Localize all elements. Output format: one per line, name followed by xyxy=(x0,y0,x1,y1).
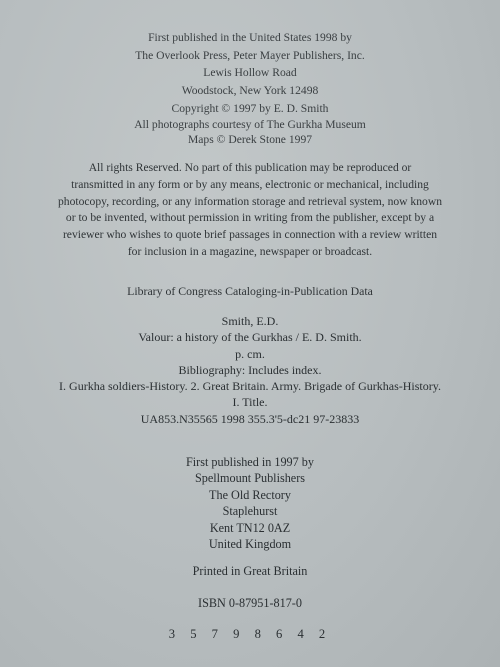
lccip-line: Smith, E.D. xyxy=(221,314,279,328)
rights-reserved-block xyxy=(0,160,500,261)
us-publication-block xyxy=(0,29,500,99)
uk-publication-line: First published in 1997 by xyxy=(186,455,314,469)
us-publication-line: First published in the United States 1998 by xyxy=(148,31,352,44)
uk-publication-line: Spellmount Publishers xyxy=(194,471,306,486)
us-publication-line: The Overlook Press, Peter Mayer Publishers, Inc. xyxy=(135,48,365,62)
rights-line: All rights Reserved. No part of this publication may be reproduced or xyxy=(88,161,412,174)
lccip-line: I. Gurkha soldiers-History. 2. Great Britain. Army. Brigade of Gurkhas-History. xyxy=(59,379,441,394)
copyright-block xyxy=(0,101,500,148)
lccip-line: I. Title. xyxy=(232,395,268,410)
uk-publication-line: The Old Rectory xyxy=(209,487,291,502)
lccip-heading: Library of Congress Cataloging-in-Publication Data xyxy=(127,284,373,298)
uk-publication-line: Staplehurst xyxy=(222,504,278,519)
rights-line: for inclusion in a magazine, newspaper or broadcast. xyxy=(127,244,373,258)
lccip-line: p. cm. xyxy=(235,346,265,361)
copyright-line: All photographs courtesy of The Gurkha Museum xyxy=(134,117,366,131)
lccip-line: Bibliography: Includes index. xyxy=(178,362,322,377)
us-publication-line: Lewis Hollow Road xyxy=(203,66,297,79)
uk-publication-line: Kent TN12 0AZ xyxy=(209,520,291,535)
copyright-line: Copyright © 1997 by E. D. Smith xyxy=(171,102,329,115)
copyright-line: Maps © Derek Stone 1997 xyxy=(187,133,313,146)
lccip-line: Valour: a history of the Gurkhas / E. D. Smith. xyxy=(138,330,362,345)
uk-publication-block xyxy=(0,454,500,552)
isbn: ISBN 0-87951-817-0 xyxy=(198,596,302,610)
printer-key-line: 3 5 7 9 8 6 4 2 xyxy=(168,627,332,641)
lccip-block xyxy=(0,313,500,427)
rights-line: or to be invented, without permission in writing from the publisher, except by a xyxy=(65,211,435,225)
lccip-line: UA853.N35565 1998 355.3'5-dc21 97-23833 xyxy=(140,411,360,426)
uk-publication-line: United Kingdom xyxy=(208,537,292,552)
printed-in-note: Printed in Great Britain xyxy=(192,564,308,578)
us-publication-line: Woodstock, New York 12498 xyxy=(181,83,319,97)
rights-line: transmitted in any form or by any means, electronic or mechanical, including xyxy=(71,177,429,191)
rights-line: photocopy, recording, or any information storage and retrieval system, now known xyxy=(58,194,442,208)
rights-line: reviewer who wishes to quote brief passages in connection with a review written xyxy=(62,228,438,242)
